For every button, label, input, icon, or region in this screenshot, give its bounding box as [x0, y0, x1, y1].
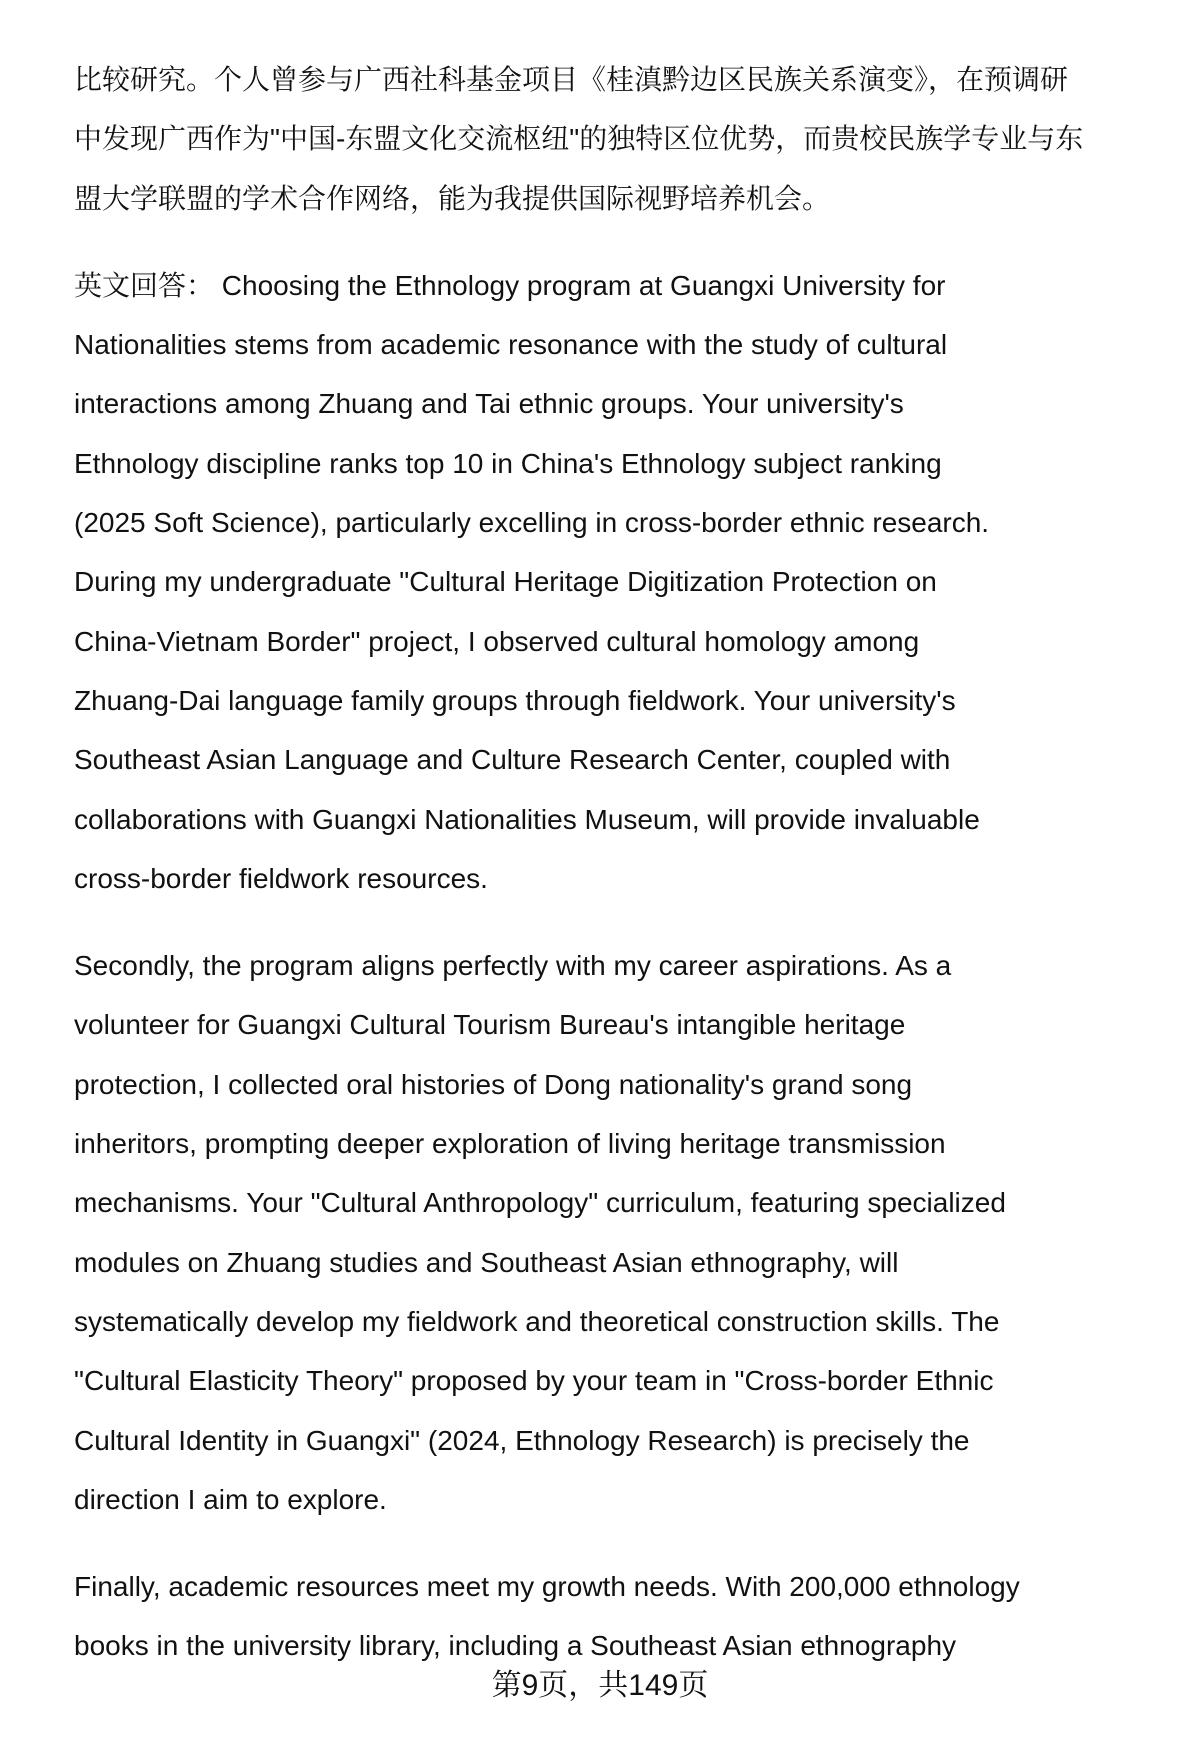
- text-line: cross-border fieldwork resources.: [74, 862, 488, 894]
- text-line: collaborations with Guangxi Nationalities Museum, will provide invaluable: [74, 803, 980, 835]
- text-line: systematically develop my fieldwork and theoretical construction skills. The: [74, 1305, 1000, 1337]
- paragraph: [74, 1557, 1164, 1676]
- text-line: "Cultural Elasticity Theory" proposed by your team in "Cross-border Ethnic: [74, 1365, 994, 1397]
- text-line: 英文回答： Choosing the Ethnology program at Guangxi University for: [74, 269, 946, 301]
- paragraph: [74, 936, 1164, 1529]
- text-line: Southeast Asian Language and Culture Research Center, coupled with: [74, 744, 951, 776]
- text-line: mechanisms. Your "Cultural Anthropology" curriculum, featuring specialized: [74, 1187, 1006, 1219]
- text-line: Cultural Identity in Guangxi" (2024, Ethnology Research) is precisely the: [74, 1424, 970, 1456]
- text-line: Secondly, the program aligns perfectly with my career aspirations. As a: [74, 950, 952, 982]
- document-body: [74, 50, 1164, 1704]
- text-line: (2025 Soft Science), particularly excelling in cross-border ethnic research.: [74, 507, 990, 539]
- text-line: Ethnology discipline ranks top 10 in China's Ethnology subject ranking: [74, 447, 942, 479]
- text-line: books in the university library, including a Southeast Asian ethnography: [74, 1630, 957, 1662]
- text-line: China-Vietnam Border" project, I observed cultural homology among: [74, 625, 920, 657]
- paragraph: [74, 50, 1164, 228]
- text-line: Finally, academic resources meet my growth needs. With 200,000 ethnology: [74, 1571, 1020, 1603]
- text-line: Zhuang-Dai language family groups through fieldwork. Your university's: [74, 684, 956, 716]
- text-line: During my undergraduate "Cultural Heritage Digitization Protection on: [74, 566, 937, 598]
- text-line: interactions among Zhuang and Tai ethnic groups. Your university's: [74, 388, 904, 420]
- text-line: 中发现广西作为"中国-东盟文化交流枢纽"的独特区位优势，而贵校民族学专业与东: [74, 123, 1084, 155]
- text-line: volunteer for Guangxi Cultural Tourism Bureau's intangible heritage: [74, 1009, 906, 1041]
- text-line: protection, I collected oral histories of Dong nationality's grand song: [74, 1068, 913, 1100]
- text-line: inheritors, prompting deeper exploration of living heritage transmission: [74, 1128, 946, 1160]
- text-line: direction I aim to explore.: [74, 1483, 387, 1515]
- paragraph: [74, 256, 1164, 908]
- text-line: 盟大学联盟的学术合作网络，能为我提供国际视野培养机会。: [74, 182, 831, 214]
- text-line: modules on Zhuang studies and Southeast Asian ethnography, will: [74, 1246, 899, 1278]
- text-line: 比较研究。个人曾参与广西社科基金项目《桂滇黔边区民族关系演变》，在预调研: [74, 64, 1069, 95]
- text-line: Nationalities stems from academic resonance with the study of cultural: [74, 329, 948, 361]
- page-number: 第9页，共149页: [491, 1669, 709, 1702]
